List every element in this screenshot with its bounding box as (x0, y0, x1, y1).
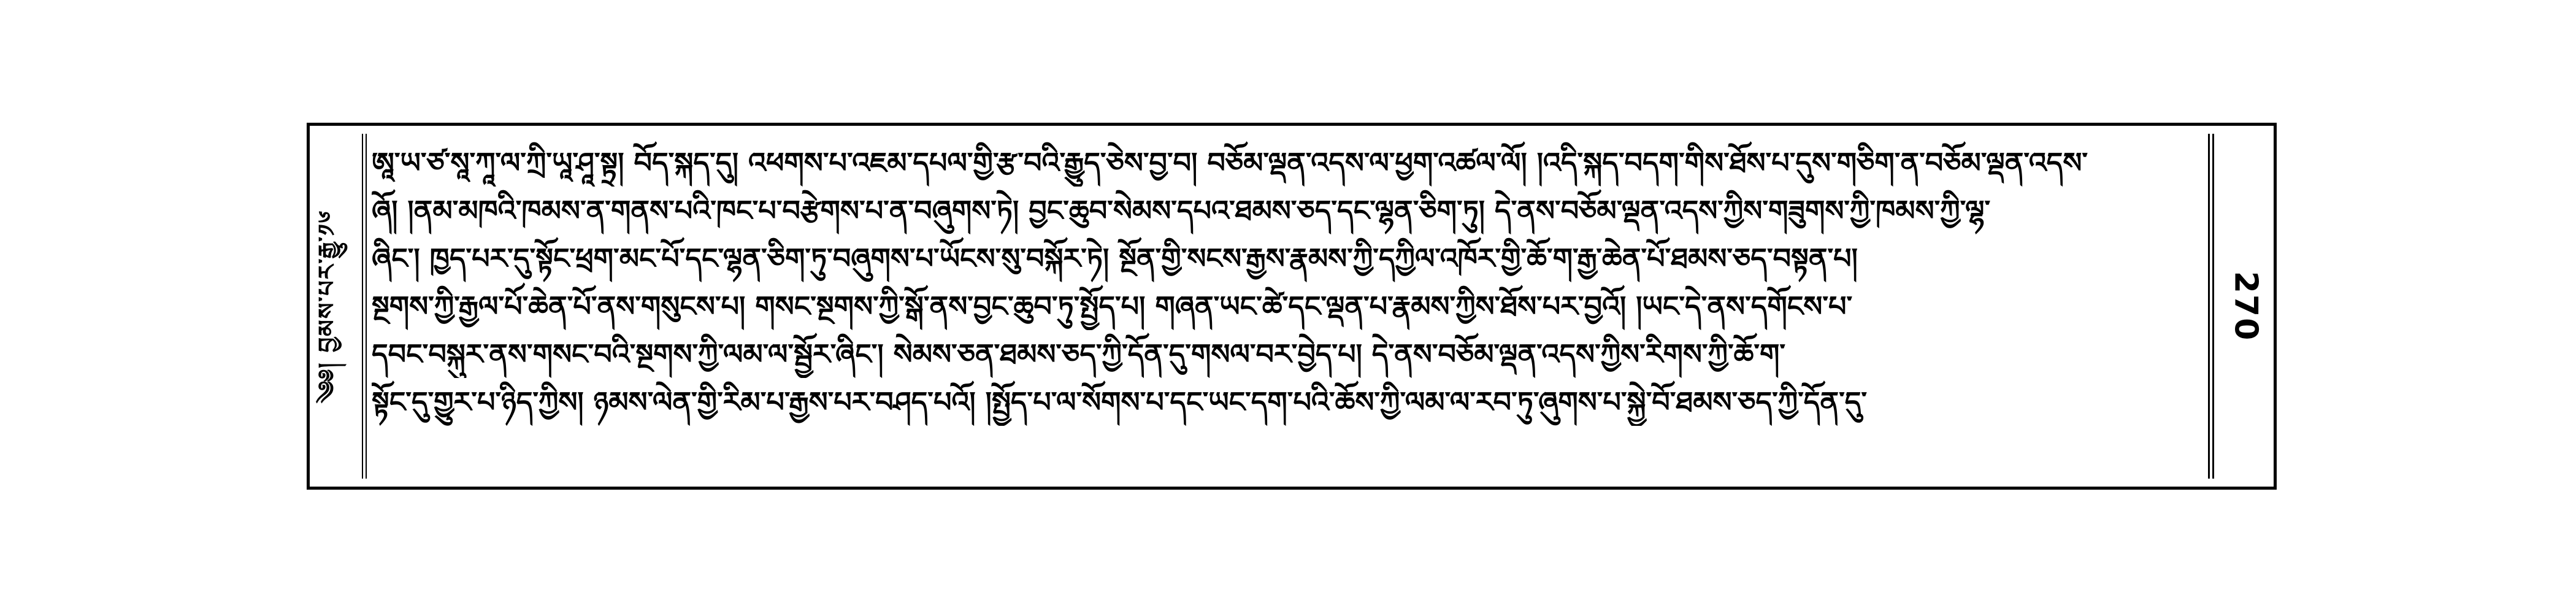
text-line-3: ཞིང་། ཁྱད་པར་དུ་སྟོང་ཕྲག་མང་པོ་དང་ལྷན་ཅིག་ཏུ་བཞུགས་པ་ཡོངས་སུ་བསྐོར་ཏེ། སྔོན་གྱི་སངས་རྒྱས་རྣམས་ཀྱི་དཀྱིལ་འཁོར་གྱི་ཆོ་ག་རྒྱ་ཆེན་པོ་ཐམས་ཅད་བསྟན་པ། (372, 242, 1858, 275)
page-number-box (2214, 123, 2277, 490)
text-line-2: ཞོ། །ནམ་མཁའི་ཁམས་ན་གནས་པའི་ཁང་པ་བརྩེགས་པ་ན་བཞུགས་ཏེ། བྱང་ཆུབ་སེམས་དཔའ་ཐམས་ཅད་དང་ལྷན་ཅིག་ཏུ། དེ་ནས་བཅོམ་ལྡན་འདས་ཀྱིས་གཟུགས་ཀྱི་ཁམས་ཀྱི་ལྷ་ (372, 194, 1991, 227)
text-block (372, 139, 2204, 475)
margin-title-text: ༄༅། བྱམས་པར་རྒྱུ་༡༦ (313, 209, 341, 403)
text-line-5: དབང་བསྐུར་ནས་གསང་བའི་སྔགས་ཀྱི་ལམ་ལ་སྦྱོར་ཞིང་། སེམས་ཅན་ཐམས་ཅད་ཀྱི་དོན་དུ་གསལ་བར་བྱེད་པ། དེ་ནས་བཅོམ་ལྡན་འདས་ཀྱིས་རིགས་ཀྱི་ཆོ་ག་ (372, 337, 1786, 371)
text-line-1: ཨཱ་ཡ་ཙ་སཱ་ཀཱ་ལ་ཀྲི་ཡཱ་ཤཱ་སྟྲ། བོད་སྐད་དུ། འཕགས་པ་འཇམ་དཔལ་གྱི་རྩ་བའི་རྒྱུད་ཅེས་བྱ་བ། བཅོམ་ལྡན་འདས་ལ་ཕྱག་འཚལ་ལོ། །འདི་སྐད་བདག་གིས་ཐོས་པ་དུས་གཅིག་ན་བཅོམ་ལྡན་འདས་ (372, 146, 2088, 179)
margin-title (307, 123, 362, 490)
text-line-4: སྔགས་ཀྱི་རྒྱལ་པོ་ཆེན་པོ་ནས་གསུངས་པ། གསང་སྔགས་ཀྱི་སྒོ་ནས་བྱང་ཆུབ་ཏུ་སྤྱོད་པ། གཞན་ཡང་ཚེ་དང་ལྡན་པ་རྣམས་ཀྱིས་ཐོས་པར་བྱའོ། །ཡང་དེ་ནས་དགོངས་པ་ (372, 290, 1853, 323)
page-number: 270 (2227, 271, 2264, 342)
right-margin-rule (2208, 134, 2210, 479)
text-line-6: སྟོང་དུ་གྱུར་པ་ཉིད་ཀྱིས། ཉམས་ལེན་གྱི་རིམ་པ་རྒྱས་པར་བཤད་པའོ། །སྤྱོད་པ་ལ་སོགས་པ་དང་ཡང་དག་པའི་ཆོས་ཀྱི་ལམ་ལ་རབ་ཏུ་ཞུགས་པ་སྐྱེ་བོ་ཐམས་ཅད་ཀྱི་དོན་དུ་ (372, 385, 1868, 418)
